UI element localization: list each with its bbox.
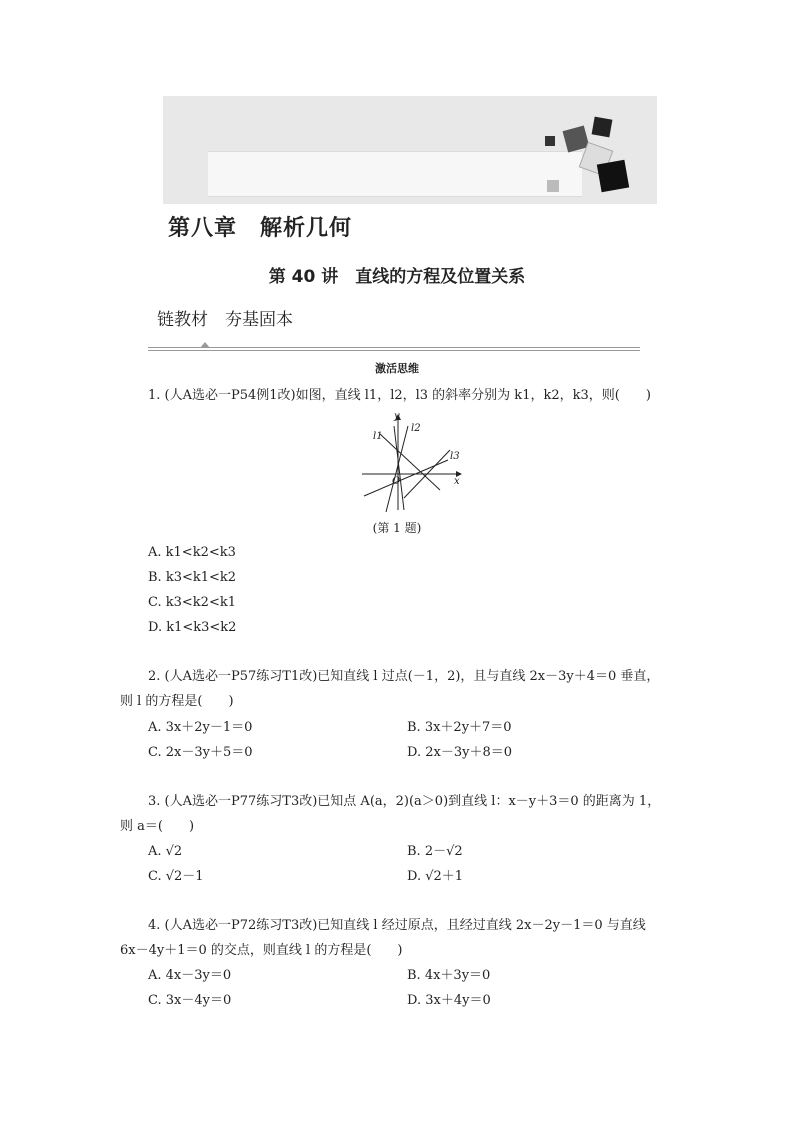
section-divider-bottom xyxy=(148,350,640,351)
question-3-stem-line1: 3. (人A选必一P77练习T3改)已知点 A(a，2)(a＞0)到直线 l：x－y＋3＝0 的距离为 1， xyxy=(148,794,661,809)
axis-x-label: x xyxy=(454,476,460,487)
q1-option-d[interactable]: D. k1<k3<k2 xyxy=(148,620,237,635)
section-title: 链教材 夯基固本 xyxy=(157,310,293,330)
axis-y-label: y xyxy=(394,411,400,422)
q2-option-b[interactable]: B. 3x＋2y＋7＝0 xyxy=(407,720,512,735)
cubes-decoration xyxy=(535,110,645,202)
q4-option-a[interactable]: A. 4x－3y＝0 xyxy=(148,968,232,983)
question-2-stem-line2: 则 l 的方程是( ) xyxy=(120,694,234,709)
q1-option-a[interactable]: A. k1<k2<k3 xyxy=(148,545,236,560)
lesson-title: 第 40 讲 直线的方程及位置关系 xyxy=(268,267,526,287)
q4-option-c[interactable]: C. 3x－4y＝0 xyxy=(148,993,232,1008)
q4-option-d[interactable]: D. 3x＋4y＝0 xyxy=(407,993,491,1008)
origin-label: O xyxy=(392,476,401,487)
q3-option-a[interactable]: A. √2 xyxy=(148,844,183,859)
figure-caption: (第 1 题) xyxy=(372,521,422,535)
divider-notch-icon xyxy=(200,342,210,348)
line-l3-label: l3 xyxy=(450,451,460,462)
section-divider-top xyxy=(148,347,640,348)
q3-option-b[interactable]: B. 2－√2 xyxy=(407,844,463,859)
q3-option-c[interactable]: C. √2－1 xyxy=(148,869,204,884)
question-2-stem-line1: 2. (人A选必一P57练习T1改)已知直线 l 过点(－1，2)，且与直线 2x－3y＋4＝0 垂直， xyxy=(148,669,660,684)
chapter-title: 第八章 解析几何 xyxy=(168,216,353,241)
q1-option-c[interactable]: C. k3<k2<k1 xyxy=(148,595,236,610)
subsection-title: 激活思维 xyxy=(375,362,419,375)
line-l1-label: l1 xyxy=(373,431,383,442)
q4-option-b[interactable]: B. 4x＋3y＝0 xyxy=(407,968,491,983)
q2-option-a[interactable]: A. 3x＋2y－1＝0 xyxy=(148,720,253,735)
question-1-figure xyxy=(358,412,462,515)
question-3-stem-line2: 则 a＝( ) xyxy=(120,819,195,834)
q1-option-b[interactable]: B. k3<k1<k2 xyxy=(148,570,237,585)
question-1-stem: 1. (人A选必一P54例1改)如图，直线 l1，l2，l3 的斜率分别为 k1，k2，k3，则( ) xyxy=(148,388,651,403)
q2-option-d[interactable]: D. 2x－3y＋8＝0 xyxy=(407,745,512,760)
line-l2-label: l2 xyxy=(411,423,421,434)
q2-option-c[interactable]: C. 2x－3y＋5＝0 xyxy=(148,745,253,760)
question-4-stem-line1: 4. (人A选必一P72练习T3改)已知直线 l 经过原点，且经过直线 2x－2y－1＝0 与直线 xyxy=(148,918,646,933)
question-4-stem-line2: 6x－4y＋1＝0 的交点，则直线 l 的方程是( ) xyxy=(120,943,403,958)
q3-option-d[interactable]: D. √2＋1 xyxy=(407,869,464,884)
banner-strip xyxy=(208,151,582,197)
